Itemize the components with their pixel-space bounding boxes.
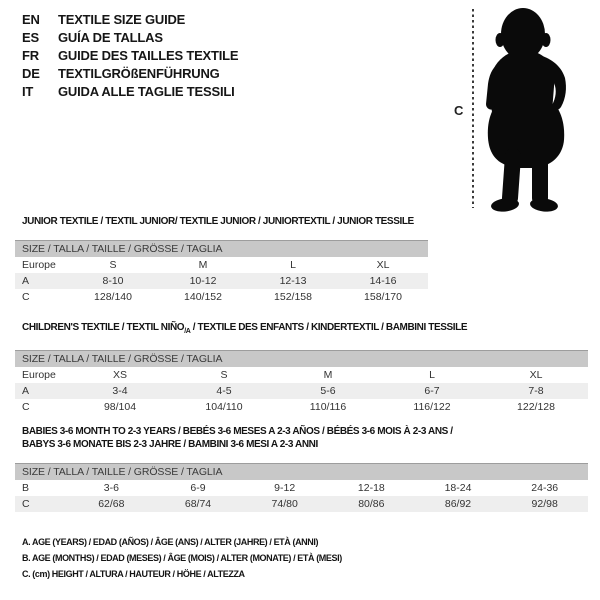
height-measure-label: C <box>454 103 464 118</box>
table-cell: 158/170 <box>364 291 402 303</box>
row-label: Europe <box>22 259 56 271</box>
title-text: BABIES 3-6 MONTH TO 2-3 YEARS / BEBÉS 3-6 MESES A 2-3 AÑOS / BÉBÉS 3-6 MOIS À 2-3 ANS / <box>22 426 453 437</box>
table-cell: 3-6 <box>103 482 119 494</box>
row-label: B <box>22 482 30 494</box>
language-list <box>22 11 238 101</box>
table-cell: 6-7 <box>424 385 440 397</box>
language-label: GUÍA DE TALLAS <box>58 30 163 45</box>
section-title-line <box>22 321 588 338</box>
table-cell: S <box>220 369 228 381</box>
section-title-line <box>22 438 588 451</box>
language-code: IT <box>22 84 34 99</box>
row-label: A <box>22 275 30 287</box>
table-cell: 5-6 <box>320 385 336 397</box>
table-cell: 9-12 <box>274 482 296 494</box>
language-label: TEXTILGRÖßENFÜHRUNG <box>58 66 220 81</box>
table-row <box>15 383 588 399</box>
section-title <box>15 215 428 228</box>
table-cell: 14-16 <box>369 275 397 287</box>
table-cell: 10-12 <box>189 275 217 287</box>
footnotes <box>15 534 342 582</box>
title-text: JUNIOR TEXTILE / TEXTIL JUNIOR/ TEXTILE JUNIOR / JUNIORTEXTIL / JUNIOR TESSILE <box>22 216 414 227</box>
table-cell: 92/98 <box>531 498 558 510</box>
table-cell: XS <box>112 369 127 381</box>
table-cell: XL <box>529 369 543 381</box>
row-label: C <box>22 498 30 510</box>
table-cell: 68/74 <box>184 498 212 510</box>
language-code: EN <box>22 12 40 27</box>
size-header-bar: SIZE / TALLA / TAILLE / GRÖSSE / TAGLIA <box>15 463 588 480</box>
size-header-bar: SIZE / TALLA / TAILLE / GRÖSSE / TAGLIA <box>15 240 428 257</box>
row-label: Europe <box>22 369 56 381</box>
junior-size-table <box>15 240 428 305</box>
table-cell: M <box>198 259 208 271</box>
table-row <box>15 496 588 512</box>
table-cell: 116/122 <box>413 401 451 413</box>
table-cell: 74/80 <box>271 498 298 510</box>
table-cell: L <box>429 369 435 381</box>
table-row <box>15 273 428 289</box>
table-cell: 7-8 <box>528 385 544 397</box>
section-title-line <box>22 425 588 438</box>
language-row <box>22 65 238 83</box>
table-cell: L <box>290 259 296 271</box>
table-cell: 12-18 <box>357 482 385 494</box>
height-measure-line <box>472 9 474 208</box>
table-cell: 104/110 <box>205 401 243 413</box>
table-cell: 110/116 <box>309 401 347 413</box>
title-subscript: /A <box>184 328 191 335</box>
table-row <box>15 480 588 496</box>
table-cell: 140/152 <box>184 291 222 303</box>
table-cell: 62/68 <box>98 498 125 510</box>
language-row <box>22 29 238 47</box>
footnote-line: B. AGE (MONTHS) / EDAD (MESES) / ÂGE (MOIS) / ALTER (MONATE) / ETÀ (MESI) <box>22 553 342 563</box>
table-cell: 8-10 <box>102 275 124 287</box>
table-cell: 80/86 <box>358 498 385 510</box>
size-header-bar: SIZE / TALLA / TAILLE / GRÖSSE / TAGLIA <box>15 350 588 367</box>
junior-section <box>15 215 428 305</box>
babies-size-table <box>15 463 588 512</box>
language-code: FR <box>22 48 39 63</box>
section-title <box>15 321 588 338</box>
table-cell: M <box>323 369 333 381</box>
language-code: DE <box>22 66 40 81</box>
footnote-line: C. (cm) HEIGHT / ALTURA / HAUTEUR / HÖHE / ALTEZZA <box>22 569 245 579</box>
footnote-line: A. AGE (YEARS) / EDAD (AÑOS) / ÂGE (ANS) / ALTER (JAHRE) / ETÀ (ANNI) <box>22 537 319 547</box>
table-cell: S <box>109 259 117 271</box>
children-section <box>15 321 588 415</box>
table-cell: 3-4 <box>112 385 128 397</box>
table-row <box>15 257 428 273</box>
table-row <box>15 367 588 383</box>
table-cell: 122/128 <box>517 401 555 413</box>
language-code: ES <box>22 30 39 45</box>
title-text: CHILDREN'S TEXTILE / TEXTIL NIÑO <box>22 322 185 333</box>
title-text: / TEXTILE DES ENFANTS / KINDERTEXTIL / BAMBINI TESSILE <box>190 322 468 333</box>
language-row <box>22 47 238 65</box>
table-cell: 86/92 <box>444 498 472 510</box>
table-cell: 4-5 <box>216 385 232 397</box>
language-label: GUIDE DES TAILLES TEXTILE <box>58 48 239 63</box>
table-cell: 6-9 <box>190 482 206 494</box>
table-cell: XL <box>376 259 390 271</box>
table-cell: 128/140 <box>94 291 132 303</box>
language-row <box>22 83 238 101</box>
section-title <box>15 425 588 451</box>
table-row <box>15 289 428 305</box>
toddler-silhouette-icon <box>482 6 576 214</box>
row-label: C <box>22 291 30 303</box>
table-row <box>15 399 588 415</box>
table-cell: 152/158 <box>274 291 312 303</box>
language-label: GUIDA ALLE TAGLIE TESSILI <box>58 84 235 99</box>
babies-section <box>15 425 588 512</box>
title-text: BABYS 3-6 MONATE BIS 2-3 JAHRE / BAMBINI 3-6 MESI A 2-3 ANNI <box>22 439 318 450</box>
children-size-table <box>15 350 588 415</box>
section-title-line <box>22 215 428 228</box>
row-label: A <box>22 385 30 397</box>
language-label: TEXTILE SIZE GUIDE <box>58 12 186 27</box>
language-row <box>22 11 238 29</box>
row-label: C <box>22 401 30 413</box>
table-cell: 18-24 <box>444 482 472 494</box>
table-cell: 98/104 <box>103 401 137 413</box>
table-cell: 12-13 <box>279 275 307 287</box>
table-cell: 24-36 <box>531 482 559 494</box>
